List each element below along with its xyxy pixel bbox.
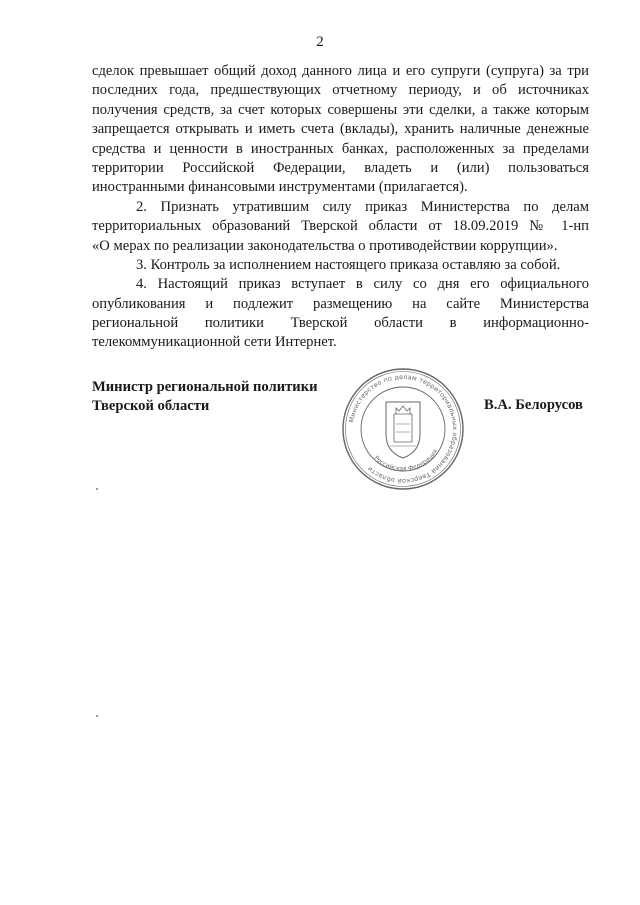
- paragraph-4-line: региональной политики Тверской области в информационно-: [92, 315, 589, 332]
- paragraph-1-line: иностранными финансовыми инструментами (прилагается).: [92, 179, 468, 196]
- paragraph-1-line: запрещается открывать и иметь счета (вклады), хранить наличные денежные: [92, 121, 589, 138]
- signatory-title-line: Тверской области: [92, 398, 210, 415]
- scan-speck: [96, 488, 98, 490]
- paragraph-1-line: средства и ценности в иностранных банках, расположенных за пределами: [92, 140, 589, 157]
- paragraph-3-line: 3. Контроль за исполнением настоящего приказа оставляю за собой.: [136, 256, 561, 273]
- svg-text:Российская Федерация: [373, 448, 440, 473]
- paragraph-2-line: 2. Признать утратившим силу приказ Министерства по делам: [136, 198, 589, 215]
- paragraph-2-line: «О мерах по реализации законодательства о противодействии коррупции».: [92, 237, 558, 254]
- paragraph-4-line: 4. Настоящий приказ вступает в силу со дня его официального: [136, 276, 589, 293]
- scan-speck: [96, 715, 98, 717]
- paragraph-2-line: территориальных образований Тверской области от 18.09.2019 № 1-нп: [92, 218, 589, 235]
- paragraph-1-line: сделок превышает общий доход данного лица и его супруги (супруга) за три: [92, 63, 589, 79]
- page-number: 2: [316, 34, 324, 50]
- signatory-name: В.А. Белорусов: [484, 397, 583, 413]
- seal-bottom-text: Российская Федерация: [372, 448, 440, 473]
- seal-ring-text: Министерство по делам территориальных образований Тверской области: [347, 372, 460, 486]
- signatory-title-line: Министр региональной политики: [92, 379, 318, 395]
- paragraph-1-line: последних года, предшествующих отчетному периоду, и об источниках: [92, 82, 589, 99]
- official-seal: [340, 366, 466, 492]
- paragraph-4-line: опубликования и подлежит размещению на сайте Министерства: [92, 295, 589, 312]
- paragraph-1-line: территории Российской Федерации, владеть и (или) пользоваться: [92, 159, 589, 176]
- signatory-title: [92, 378, 318, 417]
- paragraph-4-line: телекоммуникационной сети Интернет.: [92, 334, 337, 351]
- document-body: [92, 62, 589, 353]
- paragraph-1-line: получения средств, за счет которых совершены эти сделки, а также которым: [92, 101, 589, 118]
